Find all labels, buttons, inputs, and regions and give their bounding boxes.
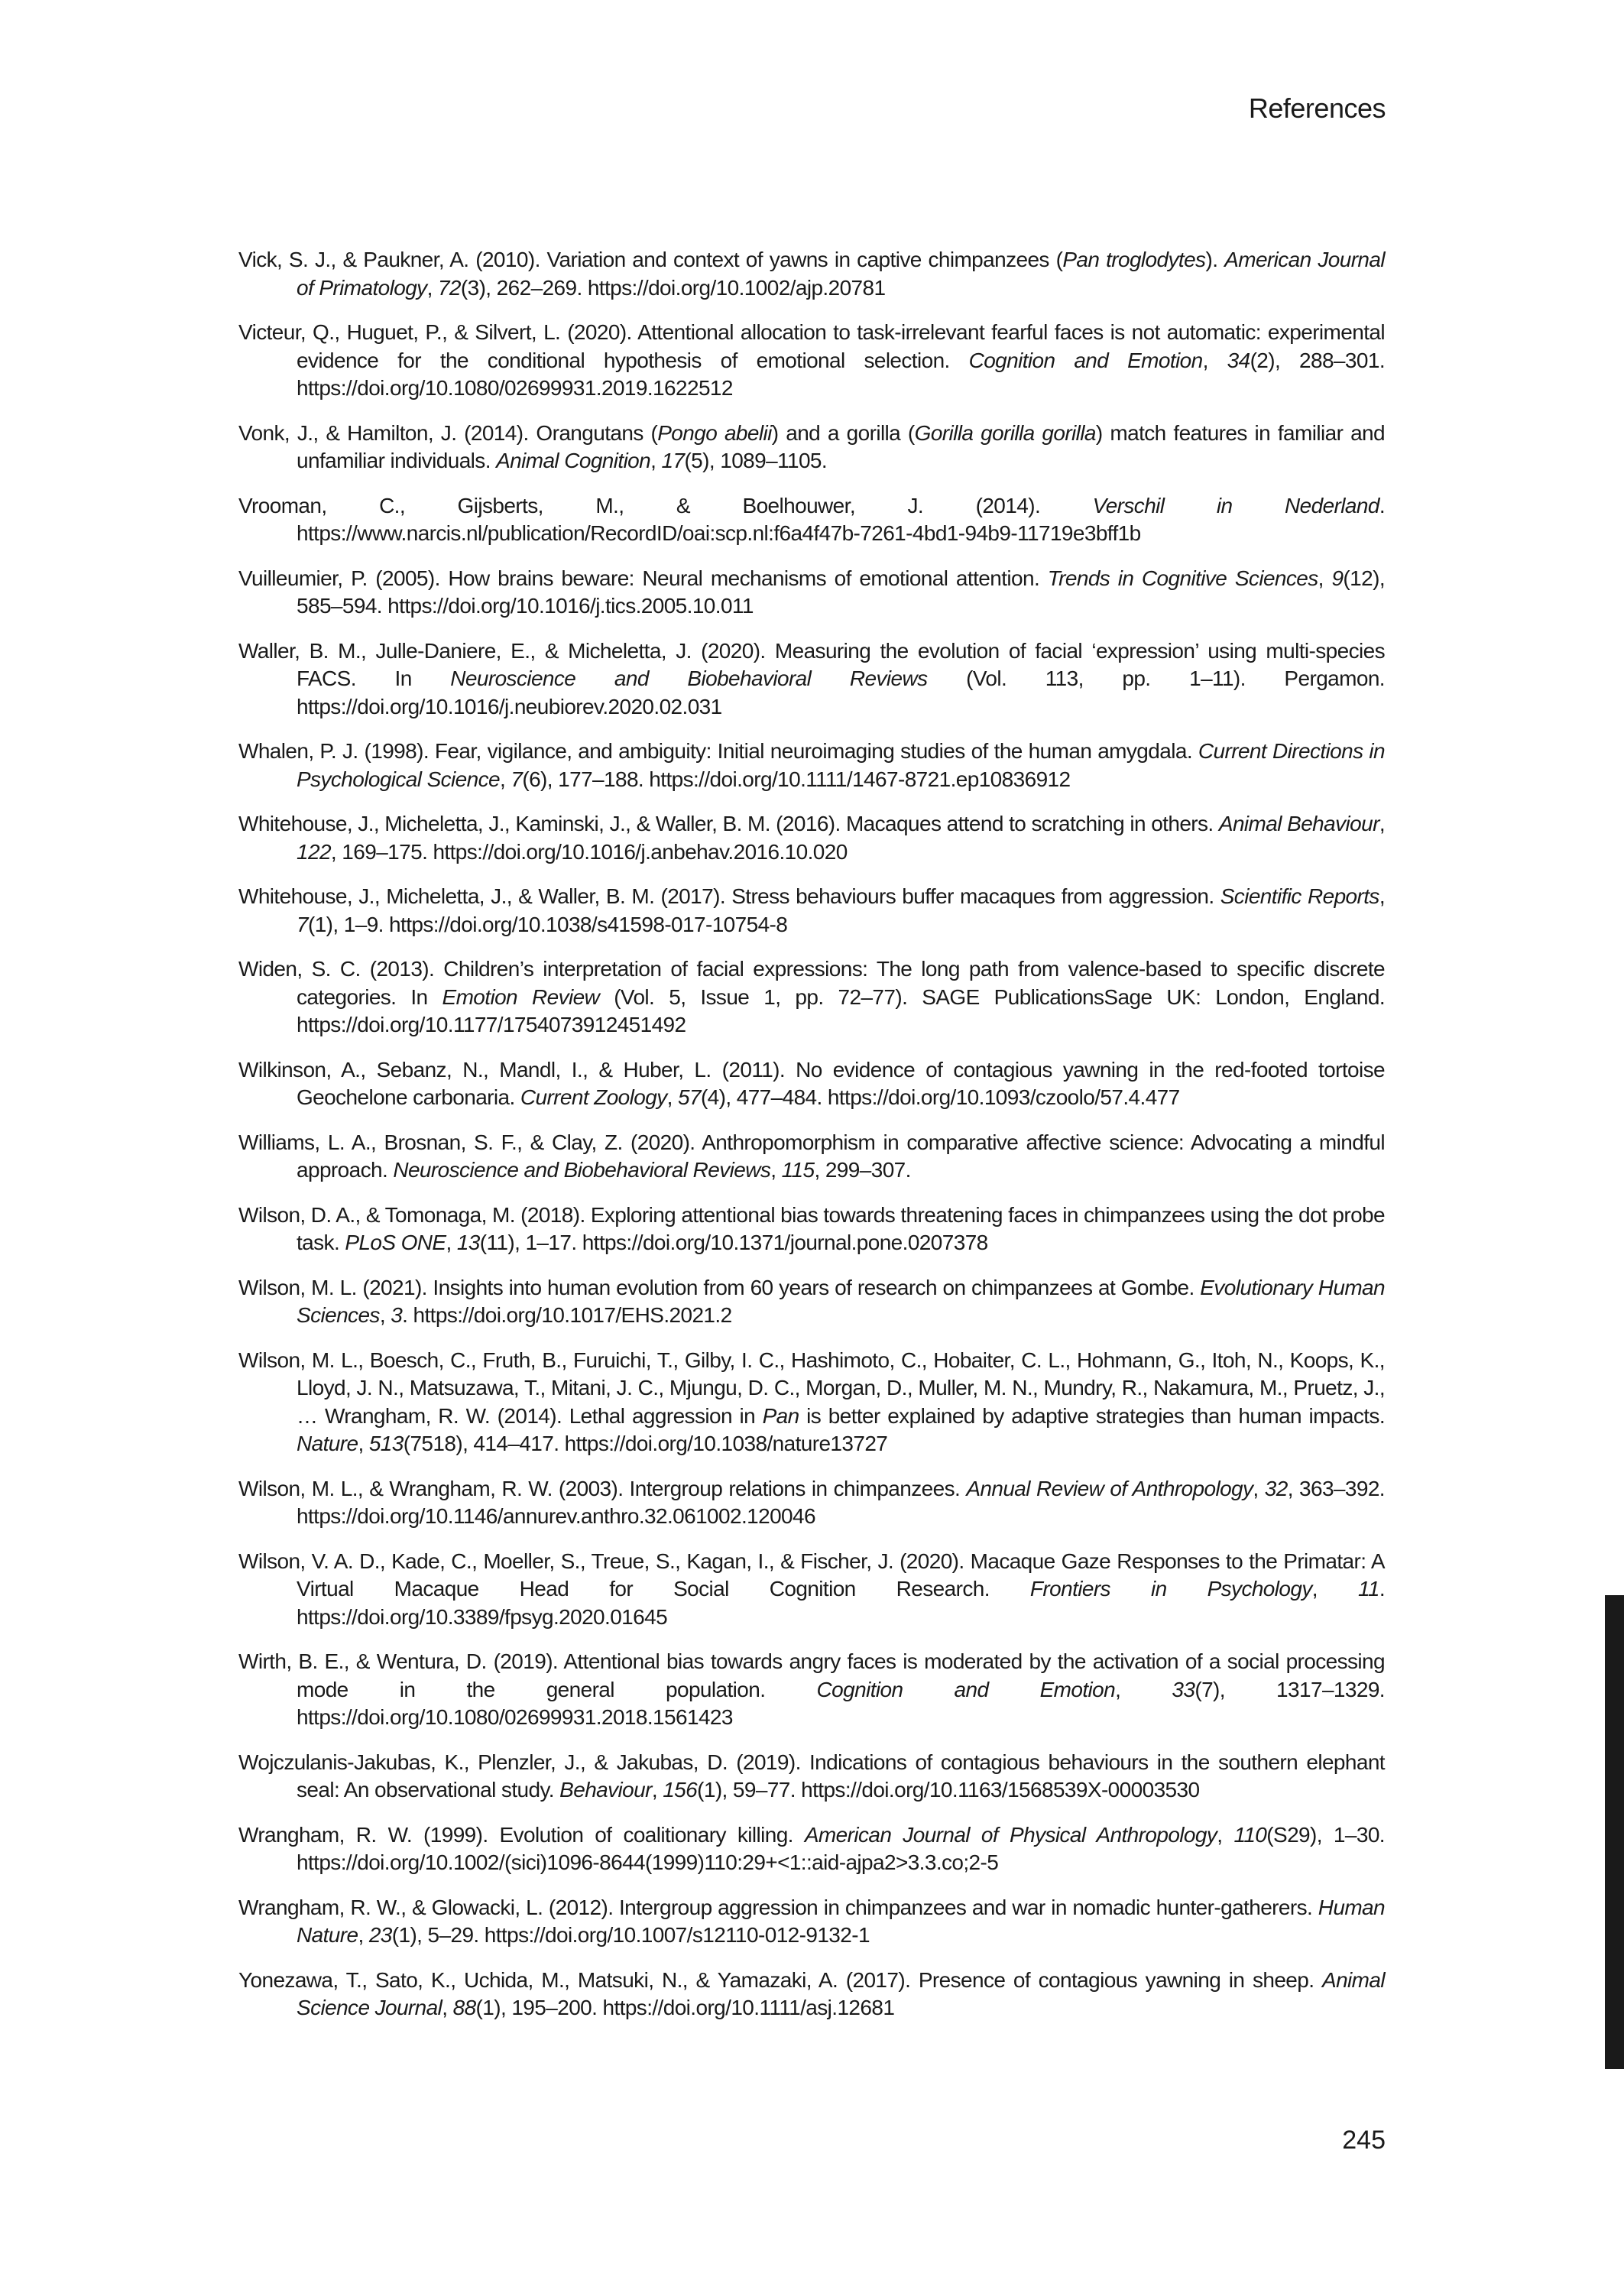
reference-italic-text: 156: [663, 1778, 698, 1802]
reference-italic-text: American Journal of Physical Anthropology: [804, 1822, 1217, 1847]
reference-text: (5), 1089–1105.: [684, 449, 828, 472]
reference-text: ,: [651, 1778, 663, 1802]
reference-entry: [238, 810, 1385, 866]
reference-italic-text: Behaviour: [559, 1778, 652, 1802]
reference-text: (S29), 1–30. https://doi.org/10.1002/(sici)1096-8644(1999)110:29+<1::aid-ajpa2>3.3.co;2-5: [297, 1822, 1385, 1874]
reference-entry: [238, 1749, 1385, 1805]
reference-text: ,: [358, 1432, 369, 1455]
reference-italic-text: 7: [511, 767, 523, 791]
reference-entry: [238, 955, 1385, 1039]
reference-entry: [238, 246, 1385, 302]
reference-text: , 363–392. https://doi.org/10.1146/annurev.anthro.32.061002.120046: [297, 1476, 1385, 1528]
reference-text: ,: [1379, 812, 1385, 835]
running-head: References: [1248, 92, 1386, 124]
reference-italic-text: 57: [677, 1085, 701, 1109]
reference-italic-text: Cognition and Emotion: [816, 1677, 1116, 1701]
reference-italic-text: Gorilla gorilla gorilla: [914, 420, 1096, 445]
reference-italic-text: 7: [297, 912, 308, 936]
reference-text: (1), 195–200. https://doi.org/10.1111/asj.12681: [475, 1996, 895, 2019]
reference-text: ,: [1311, 1577, 1358, 1601]
reference-italic-text: Nature: [297, 1432, 358, 1455]
reference-italic-text: Animal Science Journal: [297, 1967, 1385, 2019]
reference-text: Wrangham, R. W., & Glowacki, L. (2012). Intergroup aggression in chimpanzees and war in nomadic hunter-gatherers.: [238, 1895, 1318, 1919]
reference-text: Wrangham, R. W. (1999). Evolution of coalitionary killing.: [238, 1822, 805, 1847]
reference-italic-text: 122: [297, 839, 331, 864]
reference-text: (1), 59–77. https://doi.org/10.1163/1568539X-00003530: [697, 1778, 1200, 1802]
reference-entry: [238, 420, 1385, 475]
reference-italic-text: Verschil in Nederland: [1092, 493, 1379, 517]
reference-text: (Vol. 113, pp. 1–11). Pergamon. https://doi.org/10.1016/j.neubiorev.2020.02.031: [297, 666, 1385, 718]
reference-text: ,: [426, 275, 438, 300]
reference-entry: [238, 1274, 1385, 1330]
reference-text: ) and a gorilla (: [771, 420, 915, 445]
reference-italic-text: Animal Behaviour: [1218, 812, 1379, 835]
reference-text: Vrooman, C., Gijsberts, M., & Boelhouwer, J. (2014).: [238, 493, 1093, 517]
reference-entry: [238, 1967, 1385, 2022]
reference-text: (4), 477–484. https://doi.org/10.1093/czoolo/57.4.477: [700, 1085, 1180, 1109]
reference-text: ) match features in familiar and unfamiliar individuals.: [297, 420, 1385, 472]
reference-text: Waller, B. M., Julle-Daniere, E., & Micheletta, J. (2020). Measuring the evolution of facial ‘expression’ using multi-species FACS. In: [238, 638, 1385, 690]
reference-italic-text: 88: [452, 1996, 476, 2019]
reference-text: (6), 177–188. https://doi.org/10.1111/1467-8721.ep10836912: [522, 767, 1071, 791]
reference-italic-text: Current Zoology: [520, 1085, 667, 1109]
reference-text: Widen, S. C. (2013). Children’s interpretation of facial expressions: The long path from valence-based to specific discrete categories. In: [238, 957, 1385, 1009]
reference-entry: [238, 1894, 1385, 1950]
reference-italic-text: Human Nature: [297, 1895, 1385, 1947]
reference-italic-text: Pongo abelii: [657, 420, 772, 445]
reference-text: Whitehouse, J., Micheletta, J., & Waller, B. M. (2017). Stress behaviours buffer macaques from aggression.: [238, 884, 1220, 908]
reference-text: Vick, S. J., & Paukner, A. (2010). Variation and context of yawns in captive chimpanzees (: [238, 248, 1063, 271]
reference-italic-text: Evolutionary Human Sciences: [297, 1275, 1385, 1327]
reference-italic-text: 33: [1172, 1677, 1195, 1701]
reference-entry: [238, 1821, 1385, 1877]
reference-italic-text: Neuroscience and Biobehavioral Reviews: [393, 1158, 771, 1182]
reference-italic-text: PLoS ONE: [345, 1231, 446, 1254]
reference-entry: [238, 1548, 1385, 1632]
reference-italic-text: Neuroscience and Biobehavioral Reviews: [450, 666, 928, 690]
reference-italic-text: Annual Review of Anthropology: [966, 1476, 1253, 1500]
reference-entry: [238, 883, 1385, 939]
reference-text: Whalen, P. J. (1998). Fear, vigilance, and ambiguity: Initial neuroimaging studies of the human amygdala.: [238, 739, 1198, 763]
reference-entry: [238, 1648, 1385, 1732]
reference-text: . https://doi.org/10.3389/fpsyg.2020.01645: [297, 1577, 1385, 1629]
reference-italic-text: American Journal of Primatology: [297, 248, 1385, 300]
reference-text: Vonk, J., & Hamilton, J. (2014). Orangutans (: [238, 420, 658, 445]
reference-text: ,: [770, 1158, 782, 1182]
reference-text: Wojczulanis-Jakubas, K., Plenzler, J., & Jakubas, D. (2019). Indications of contagious behaviours in the southern elephant seal: An observational study.: [238, 1750, 1385, 1802]
reference-text: (1), 5–29. https://doi.org/10.1007/s12110-012-9132-1: [391, 1923, 870, 1947]
reference-italic-text: Pan: [762, 1403, 799, 1428]
reference-text: (12), 585–594. https://doi.org/10.1016/j.tics.2005.10.011: [297, 566, 1385, 618]
reference-text: ,: [446, 1231, 457, 1254]
reference-text: Williams, L. A., Brosnan, S. F., & Clay, Z. (2020). Anthropomorphism in comparative affective science: Advocating a mindful approach.: [238, 1130, 1385, 1182]
reference-entry: [238, 1129, 1385, 1185]
reference-italic-text: 13: [456, 1231, 480, 1254]
reference-text: ,: [500, 767, 511, 791]
reference-text: Wilson, M. L. (2021). Insights into human evolution from 60 years of research on chimpanzees at Gombe.: [238, 1275, 1201, 1299]
reference-text: Wilson, D. A., & Tomonaga, M. (2018). Exploring attentional bias towards threatening faces in chimpanzees using the dot probe task.: [238, 1202, 1385, 1254]
reference-entry: [238, 738, 1385, 793]
reference-italic-text: 72: [437, 275, 461, 300]
reference-text: ,: [1202, 348, 1227, 372]
reference-text: ).: [1205, 248, 1225, 271]
reference-italic-text: Current Directions in Psychological Science: [297, 739, 1385, 791]
reference-italic-text: Trends in Cognitive Sciences: [1047, 566, 1318, 590]
reference-text: (3), 262–269. https://doi.org/10.1002/ajp.20781: [460, 275, 886, 300]
reference-text: Wilson, M. L., & Wrangham, R. W. (2003). Intergroup relations in chimpanzees.: [238, 1476, 967, 1500]
reference-text: ,: [1253, 1476, 1265, 1500]
reference-text: ,: [1115, 1677, 1172, 1701]
reference-italic-text: 32: [1264, 1476, 1288, 1500]
reference-italic-text: 23: [368, 1923, 392, 1947]
reference-text: ,: [358, 1923, 369, 1947]
reference-entry: [238, 1056, 1385, 1112]
reference-text: ,: [1318, 566, 1332, 590]
reference-text: Wilson, V. A. D., Kade, C., Moeller, S., Treue, S., Kagan, I., & Fischer, J. (2020). Macaque Gaze Responses to the Primatar: A Virtual Macaque Head for Social Cognition Research.: [238, 1549, 1385, 1601]
reference-text: (7518), 414–417. https://doi.org/10.1038/nature13727: [403, 1432, 888, 1455]
reference-list: [238, 246, 1385, 2039]
reference-text: Vuilleumier, P. (2005). How brains beware: Neural mechanisms of emotional attention.: [238, 566, 1048, 590]
reference-entry: [238, 1202, 1385, 1257]
reference-text: . https://doi.org/10.1017/EHS.2021.2: [402, 1303, 732, 1327]
reference-entry: [238, 1347, 1385, 1458]
reference-italic-text: 115: [781, 1158, 815, 1182]
reference-text: ,: [442, 1996, 453, 2019]
reference-text: ,: [666, 1085, 678, 1109]
reference-entry: [238, 319, 1385, 403]
reference-text: Wilkinson, A., Sebanz, N., Mandl, I., & Huber, L. (2011). No evidence of contagious yawning in the red-footed tortoise Geochelone carbonaria.: [238, 1057, 1385, 1109]
chapter-thumb-tab: [1605, 1595, 1624, 2069]
reference-text: Victeur, Q., Huguet, P., & Silvert, L. (2020). Attentional allocation to task-irrelevant fearful faces is not automatic: experimental evidence for the conditional hypothesis of emotional selection.: [238, 320, 1385, 372]
reference-text: (1), 1–9. https://doi.org/10.1038/s41598-017-10754-8: [307, 912, 788, 936]
reference-text: . https://www.narcis.nl/publication/RecordID/oai:scp.nl:f6a4f47b-7261-4bd1-94b9-11719e3bff1b: [297, 493, 1386, 545]
reference-text: , 169–175. https://doi.org/10.1016/j.anbehav.2016.10.020: [330, 839, 848, 864]
reference-text: Wilson, M. L., Boesch, C., Fruth, B., Furuichi, T., Gilby, I. C., Hashimoto, C., Hobaiter, C. L., Hohmann, G., Itoh, N., Koops, K., Lloyd, J. N., Matsuzawa, T., Mitani, J. C., Mjungu, D. C., Morgan, D., Muller, M. N., Mundry, R., Nakamura, M., Pruetz, J., … Wrangham, R. W. (2014). Lethal aggression in: [238, 1348, 1385, 1428]
reference-entry: [238, 492, 1385, 548]
reference-text: ,: [650, 449, 662, 472]
reference-italic-text: Emotion Review: [442, 984, 600, 1009]
reference-text: ,: [1217, 1822, 1234, 1847]
reference-italic-text: 110: [1233, 1822, 1267, 1847]
reference-italic-text: Frontiers in Psychology: [1029, 1577, 1312, 1601]
reference-text: is better explained by adaptive strategies than human impacts.: [799, 1403, 1386, 1428]
page-number: 245: [1342, 2126, 1386, 2155]
reference-text: Wirth, B. E., & Wentura, D. (2019). Attentional bias towards angry faces is moderated by the activation of a social processing mode in the general population.: [238, 1649, 1385, 1701]
reference-italic-text: 9: [1331, 566, 1344, 590]
reference-text: (Vol. 5, Issue 1, pp. 72–77). SAGE PublicationsSage UK: London, England. https://doi.org/10.1177/1754073912451492: [297, 984, 1386, 1036]
reference-text: ,: [1379, 884, 1385, 908]
reference-text: ,: [379, 1303, 391, 1327]
reference-italic-text: 34: [1227, 348, 1250, 372]
reference-text: Whitehouse, J., Micheletta, J., Kaminski, J., & Waller, B. M. (2016). Macaques attend to scratching in others.: [238, 812, 1219, 835]
reference-italic-text: Scientific Reports: [1220, 884, 1379, 908]
reference-entry: [238, 637, 1385, 722]
reference-italic-text: Cognition and Emotion: [968, 348, 1203, 372]
reference-text: (7), 1317–1329. https://doi.org/10.1080/02699931.2018.1561423: [297, 1677, 1385, 1729]
reference-italic-text: 513: [368, 1432, 404, 1455]
reference-entry: [238, 1475, 1385, 1531]
reference-italic-text: 3: [391, 1303, 403, 1327]
reference-italic-text: Animal Cognition: [496, 449, 651, 472]
reference-italic-text: 11: [1357, 1577, 1379, 1601]
reference-text: , 299–307.: [814, 1158, 911, 1182]
reference-text: Yonezawa, T., Sato, K., Uchida, M., Matsuki, N., & Yamazaki, A. (2017). Presence of contagious yawning in sheep.: [238, 1967, 1322, 1992]
reference-italic-text: Pan troglodytes: [1062, 248, 1206, 271]
reference-text: (11), 1–17. https://doi.org/10.1371/journal.pone.0207378: [479, 1231, 988, 1254]
reference-text: (2), 288–301. https://doi.org/10.1080/02699931.2019.1622512: [297, 348, 1386, 400]
reference-italic-text: 17: [661, 449, 685, 472]
reference-entry: [238, 565, 1385, 621]
